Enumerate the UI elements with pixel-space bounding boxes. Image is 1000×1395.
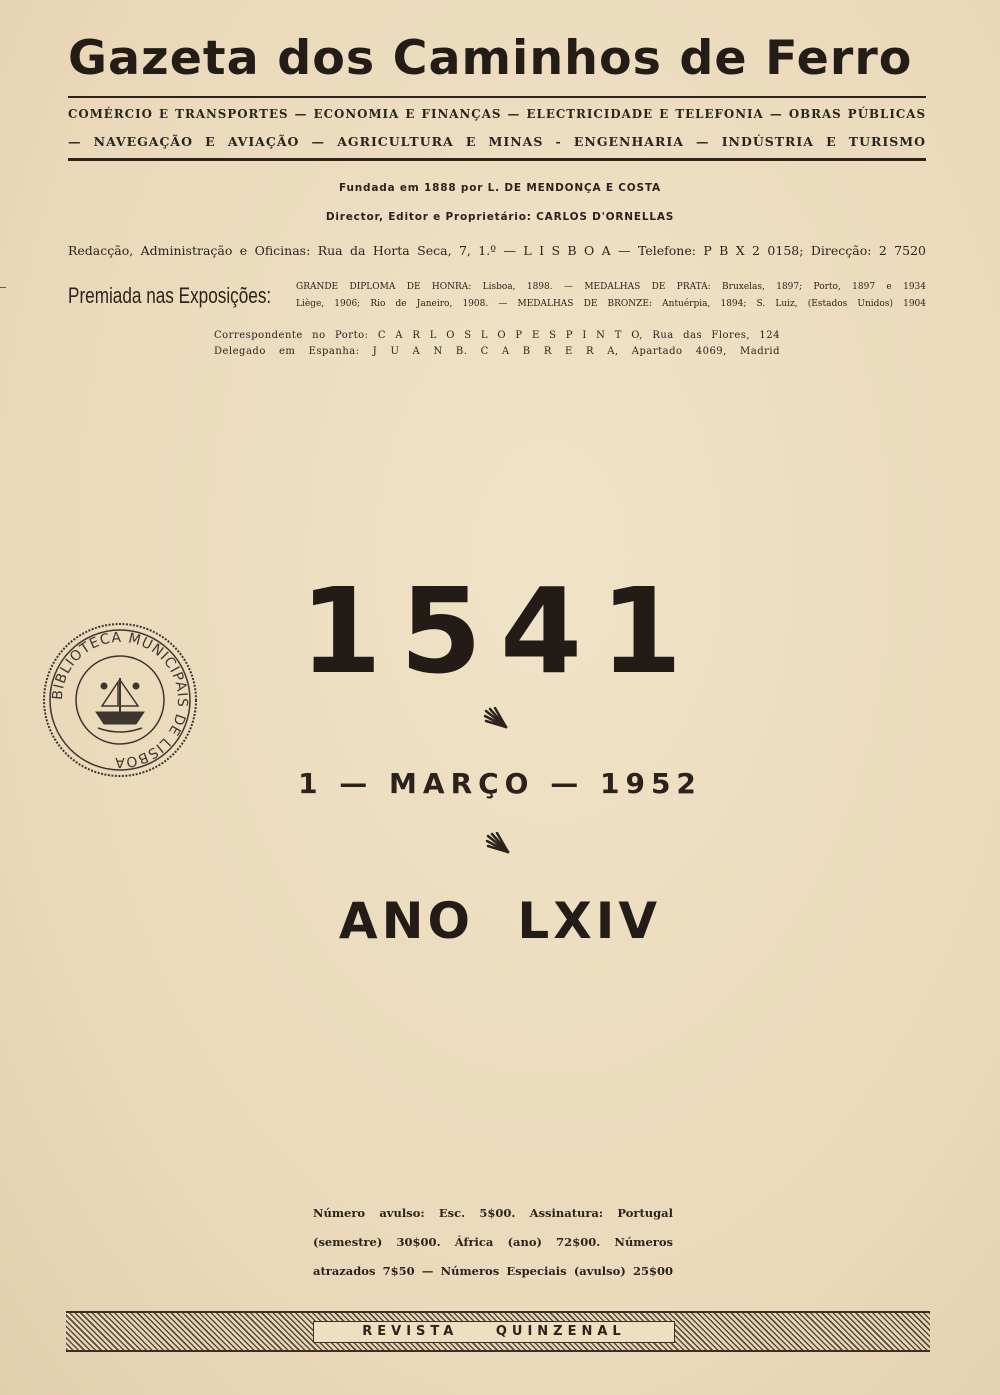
footer-label: REVISTA QUINZENAL: [313, 1321, 675, 1343]
pricing-line-1: Número avulso: Esc. 5$00. Assinatura: Portugal: [313, 1206, 673, 1220]
pricing-line-3: atrazados 7$50 — Números Especiais (avulso) 25$00: [313, 1264, 673, 1278]
founded-line: Fundada em 1888 por L. DE MENDONÇA E COSTA: [339, 182, 661, 194]
issue-number: 1541: [299, 562, 701, 700]
masthead-title: Gazeta dos Caminhos de Ferro: [68, 31, 913, 86]
issue-year: ANO LXIV: [338, 892, 662, 950]
masthead-rule-bottom: [68, 158, 926, 161]
svg-text:BIBLIOTECA MUNICIPAIS DE LISBO: BIBLIOTECA MUNICIPAIS DE LISBOA: [49, 629, 191, 771]
masthead-rule-top: [68, 96, 926, 98]
ornament-icon: [482, 707, 510, 729]
pricing-block: [313, 1199, 673, 1286]
premiada-label: Premiada nas Exposições:: [68, 283, 272, 308]
delegate-line: Delegado em Espanha: J U A N B. C A B R E R A, Apartado 4069, Madrid: [214, 346, 780, 357]
edge-mark: [0, 287, 6, 288]
premiada-line-1: GRANDE DIPLOMA DE HONRA: Lisboa, 1898. — MEDALHAS DE PRATA: Bruxelas, 1897; Porto, 1897 e 1934: [296, 282, 926, 292]
address-line: Redacção, Administração e Oficinas: Rua da Horta Seca, 7, 1.º — L I S B O A — Telefone: P B X 2 0158; Direcção: 2 7520: [68, 243, 926, 258]
pricing-line-2: (semestre) 30$00. África (ano) 72$00. Números: [313, 1235, 673, 1249]
ornament-icon: [484, 832, 512, 854]
director-line: Director, Editor e Proprietário: CARLOS D'ORNELLAS: [325, 211, 675, 223]
topics-line-1: COMÉRCIO E TRANSPORTES — ECONOMIA E FINANÇAS — ELECTRICIDADE E TELEFONIA — OBRAS PÚBLICAS: [68, 107, 926, 121]
issue-date: 1 — MARÇO — 1952: [298, 767, 702, 800]
correspondent-line: Correspondente no Porto: C A R L O S L O P E S P I N T O, Rua das Flores, 124: [214, 330, 780, 341]
premiada-line-2: Liège, 1906; Rio de Janeiro, 1908. — MEDALHAS DE BRONZE: Antuérpia, 1894; S. Luiz, (Estados Unidos) 1904: [296, 299, 926, 309]
topics-line-2: — NAVEGAÇÃO E AVIAÇÃO — AGRICULTURA E MINAS - ENGENHARIA — INDÚSTRIA E TURISMO: [68, 134, 926, 149]
